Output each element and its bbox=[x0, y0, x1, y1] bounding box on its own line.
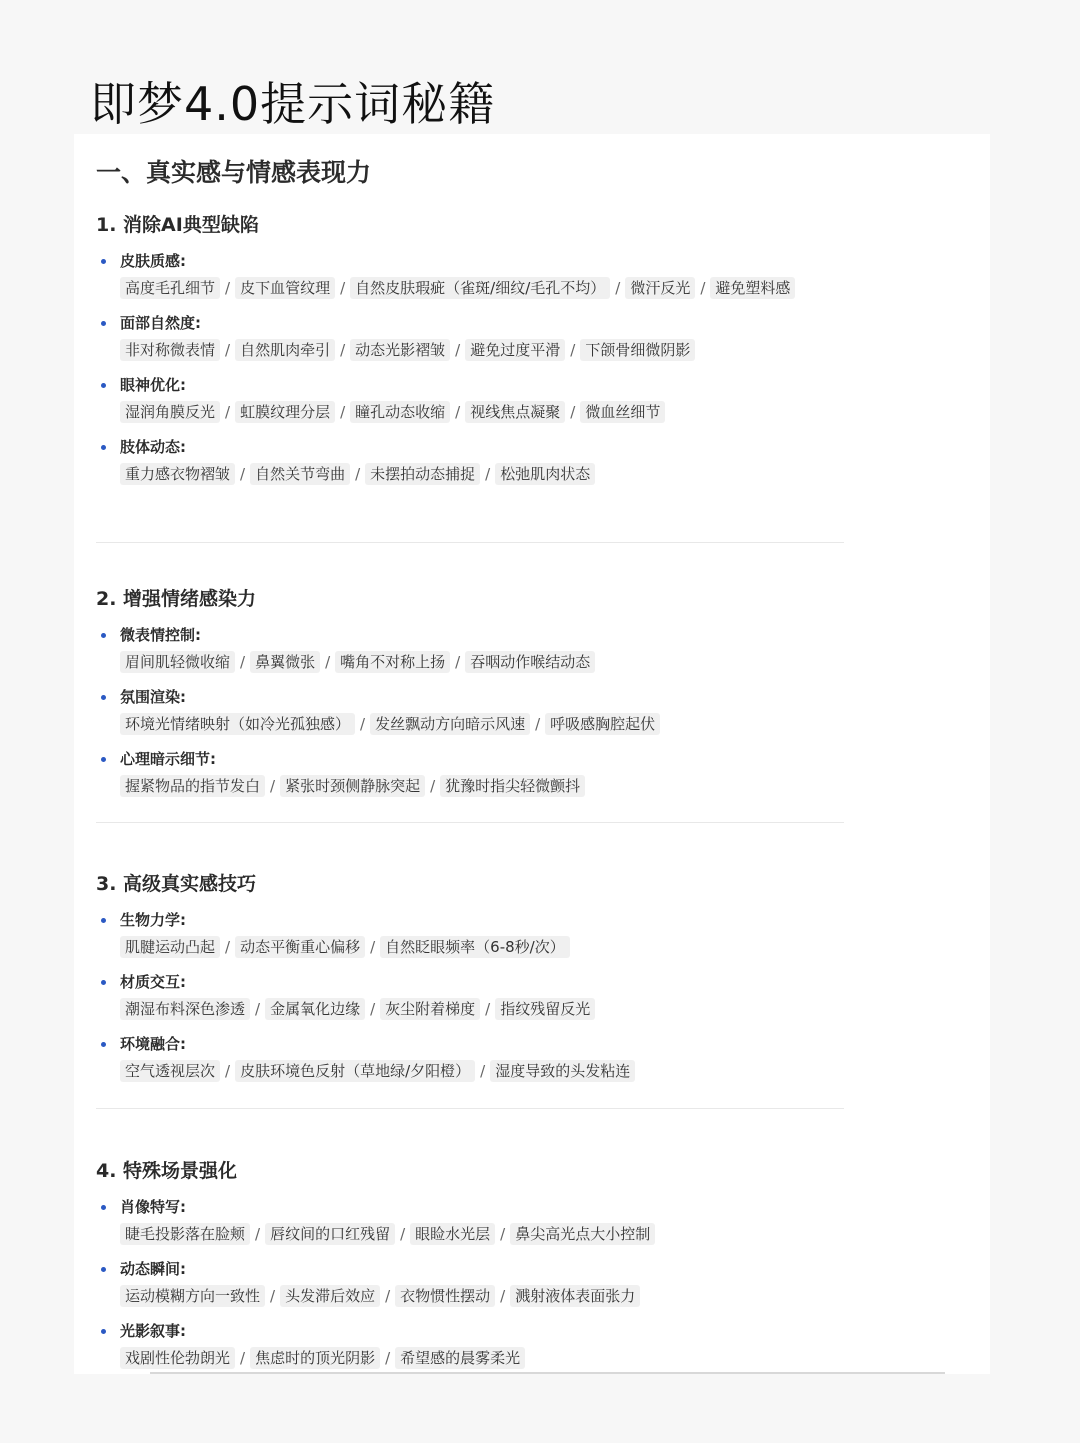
tag: 吞咽动作喉结动态 bbox=[465, 651, 595, 673]
tag-line: 重力感衣物褶皱 / 自然关节弯曲 / 未摆拍动态捕捉 / 松弛肌肉状态 bbox=[120, 461, 846, 488]
tag: 自然皮肤瑕疵（雀斑/细纹/毛孔不均） bbox=[350, 277, 610, 299]
tag: 环境光情绪映射（如冷光孤独感） bbox=[120, 713, 355, 735]
tag: 下颌骨细微阴影 bbox=[580, 339, 695, 361]
tag: 睫毛投影落在脸颊 bbox=[120, 1223, 250, 1245]
tag: 运动模糊方向一致性 bbox=[120, 1285, 265, 1307]
tag: 眉间肌轻微收缩 bbox=[120, 651, 235, 673]
tag: 空气透视层次 bbox=[120, 1060, 220, 1082]
item-label: 光影叙事: bbox=[120, 1322, 186, 1340]
tag: 未摆拍动态捕捉 bbox=[365, 463, 480, 485]
item-label: 眼神优化: bbox=[120, 376, 186, 394]
bullet-dot bbox=[101, 445, 106, 450]
tag: 金属氧化边缘 bbox=[265, 998, 365, 1020]
document-card bbox=[74, 134, 990, 1374]
section-2 bbox=[96, 586, 846, 800]
tag: 微汗反光 bbox=[625, 277, 695, 299]
bullet-dot bbox=[101, 980, 106, 985]
section-divider bbox=[96, 1108, 844, 1109]
list-item bbox=[96, 971, 846, 1023]
bullet-dot bbox=[101, 633, 106, 638]
tag: 发丝飘动方向暗示风速 bbox=[370, 713, 530, 735]
list-item bbox=[96, 1258, 846, 1310]
tag: 松弛肌肉状态 bbox=[495, 463, 595, 485]
tag: 灰尘附着梯度 bbox=[380, 998, 480, 1020]
tag: 握紧物品的指节发白 bbox=[120, 775, 265, 797]
section-4 bbox=[96, 1158, 846, 1372]
bullet-dot bbox=[101, 695, 106, 700]
bullet-dot bbox=[101, 383, 106, 388]
tag: 自然眨眼频率（6-8秒/次） bbox=[380, 936, 570, 958]
main-heading: 一、真实感与情感表现力 bbox=[96, 158, 372, 187]
tag: 头发滞后效应 bbox=[280, 1285, 380, 1307]
list-item bbox=[96, 1196, 846, 1248]
item-label: 心理暗示细节: bbox=[120, 750, 216, 768]
tag: 瞳孔动态收缩 bbox=[350, 401, 450, 423]
section-heading: 1. 消除AI典型缺陷 bbox=[96, 214, 259, 236]
tag-line: 戏剧性伦勃朗光 / 焦虑时的顶光阴影 / 希望感的晨雾柔光 bbox=[120, 1345, 846, 1372]
tag: 皮下血管纹理 bbox=[235, 277, 335, 299]
item-label: 肖像特写: bbox=[120, 1198, 186, 1216]
item-label: 材质交互: bbox=[120, 973, 186, 991]
item-label: 动态瞬间: bbox=[120, 1260, 186, 1278]
bullet-dot bbox=[101, 1042, 106, 1047]
tag: 虹膜纹理分层 bbox=[235, 401, 335, 423]
bullet-dot bbox=[101, 1205, 106, 1210]
tag-line: 潮湿布料深色渗透 / 金属氧化边缘 / 灰尘附着梯度 / 指纹残留反光 bbox=[120, 996, 846, 1023]
list-item bbox=[96, 436, 846, 488]
tag-line: 握紧物品的指节发白 / 紧张时颈侧静脉突起 / 犹豫时指尖轻微颤抖 bbox=[120, 773, 846, 800]
bullet-dot bbox=[101, 918, 106, 923]
tag: 自然关节弯曲 bbox=[250, 463, 350, 485]
list-item bbox=[96, 1320, 846, 1372]
section-3 bbox=[96, 871, 846, 1085]
bottom-scroll-line bbox=[150, 1372, 945, 1374]
tag: 皮肤环境色反射（草地绿/夕阳橙） bbox=[235, 1060, 475, 1082]
section-1 bbox=[96, 212, 846, 488]
tag: 避免过度平滑 bbox=[465, 339, 565, 361]
section-heading: 4. 特殊场景强化 bbox=[96, 1160, 238, 1182]
tag: 眼睑水光层 bbox=[410, 1223, 495, 1245]
tag-line: 肌腱运动凸起 / 动态平衡重心偏移 / 自然眨眼频率（6-8秒/次） bbox=[120, 934, 846, 961]
tag: 微血丝细节 bbox=[580, 401, 665, 423]
list-item bbox=[96, 250, 846, 302]
tag: 湿润角膜反光 bbox=[120, 401, 220, 423]
item-label: 氛围渲染: bbox=[120, 688, 186, 706]
tag: 鼻翼微张 bbox=[250, 651, 320, 673]
tag: 自然肌肉牵引 bbox=[235, 339, 335, 361]
list-item bbox=[96, 1033, 846, 1085]
tag: 肌腱运动凸起 bbox=[120, 936, 220, 958]
list-item bbox=[96, 909, 846, 961]
tag: 紧张时颈侧静脉突起 bbox=[280, 775, 425, 797]
bullet-dot bbox=[101, 1329, 106, 1334]
tag: 鼻尖高光点大小控制 bbox=[510, 1223, 655, 1245]
bullet-dot bbox=[101, 757, 106, 762]
tag: 呼吸感胸腔起伏 bbox=[545, 713, 660, 735]
tag: 嘴角不对称上扬 bbox=[335, 651, 450, 673]
tag-line: 眉间肌轻微收缩 / 鼻翼微张 / 嘴角不对称上扬 / 吞咽动作喉结动态 bbox=[120, 649, 846, 676]
tag: 溅射液体表面张力 bbox=[510, 1285, 640, 1307]
section-heading: 3. 高级真实感技巧 bbox=[96, 873, 257, 895]
tag: 犹豫时指尖轻微颤抖 bbox=[440, 775, 585, 797]
tag: 唇纹间的口红残留 bbox=[265, 1223, 395, 1245]
tag: 视线焦点凝聚 bbox=[465, 401, 565, 423]
tag: 动态平衡重心偏移 bbox=[235, 936, 365, 958]
tag: 避免塑料感 bbox=[710, 277, 795, 299]
tag: 焦虑时的顶光阴影 bbox=[250, 1347, 380, 1369]
list-item bbox=[96, 312, 846, 364]
page-title: 即梦4.0提示词秘籍 bbox=[90, 77, 496, 131]
list-item bbox=[96, 686, 846, 738]
bullet-dot bbox=[101, 1267, 106, 1272]
item-label: 面部自然度: bbox=[120, 314, 201, 332]
item-label: 肢体动态: bbox=[120, 438, 186, 456]
section-heading: 2. 增强情绪感染力 bbox=[96, 588, 257, 610]
section-divider bbox=[96, 822, 844, 823]
list-item bbox=[96, 748, 846, 800]
item-label: 皮肤质感: bbox=[120, 252, 186, 270]
tag: 潮湿布料深色渗透 bbox=[120, 998, 250, 1020]
tag: 动态光影褶皱 bbox=[350, 339, 450, 361]
section-divider bbox=[96, 542, 844, 543]
tag-line: 非对称微表情 / 自然肌肉牵引 / 动态光影褶皱 / 避免过度平滑 / 下颌骨细微阴影 bbox=[120, 337, 846, 364]
tag: 希望感的晨雾柔光 bbox=[395, 1347, 525, 1369]
bullet-dot bbox=[101, 321, 106, 326]
tag: 非对称微表情 bbox=[120, 339, 220, 361]
item-label: 环境融合: bbox=[120, 1035, 186, 1053]
tag-line: 睫毛投影落在脸颊 / 唇纹间的口红残留 / 眼睑水光层 / 鼻尖高光点大小控制 bbox=[120, 1221, 846, 1248]
tag-line: 湿润角膜反光 / 虹膜纹理分层 / 瞳孔动态收缩 / 视线焦点凝聚 / 微血丝细节 bbox=[120, 399, 846, 426]
item-label: 微表情控制: bbox=[120, 626, 201, 644]
tag-line: 空气透视层次 / 皮肤环境色反射（草地绿/夕阳橙） / 湿度导致的头发粘连 bbox=[120, 1058, 846, 1085]
list-item bbox=[96, 624, 846, 676]
item-label: 生物力学: bbox=[120, 911, 186, 929]
tag-line: 运动模糊方向一致性 / 头发滞后效应 / 衣物惯性摆动 / 溅射液体表面张力 bbox=[120, 1283, 846, 1310]
tag-line: 高度毛孔细节 / 皮下血管纹理 / 自然皮肤瑕疵（雀斑/细纹/毛孔不均） / 微汗反光 / 避免塑料感 bbox=[120, 275, 846, 302]
tag: 湿度导致的头发粘连 bbox=[490, 1060, 635, 1082]
tag: 戏剧性伦勃朗光 bbox=[120, 1347, 235, 1369]
list-item bbox=[96, 374, 846, 426]
bullet-dot bbox=[101, 259, 106, 264]
tag: 指纹残留反光 bbox=[495, 998, 595, 1020]
tag: 衣物惯性摆动 bbox=[395, 1285, 495, 1307]
tag-line: 环境光情绪映射（如冷光孤独感） / 发丝飘动方向暗示风速 / 呼吸感胸腔起伏 bbox=[120, 711, 846, 738]
tag: 重力感衣物褶皱 bbox=[120, 463, 235, 485]
tag: 高度毛孔细节 bbox=[120, 277, 220, 299]
